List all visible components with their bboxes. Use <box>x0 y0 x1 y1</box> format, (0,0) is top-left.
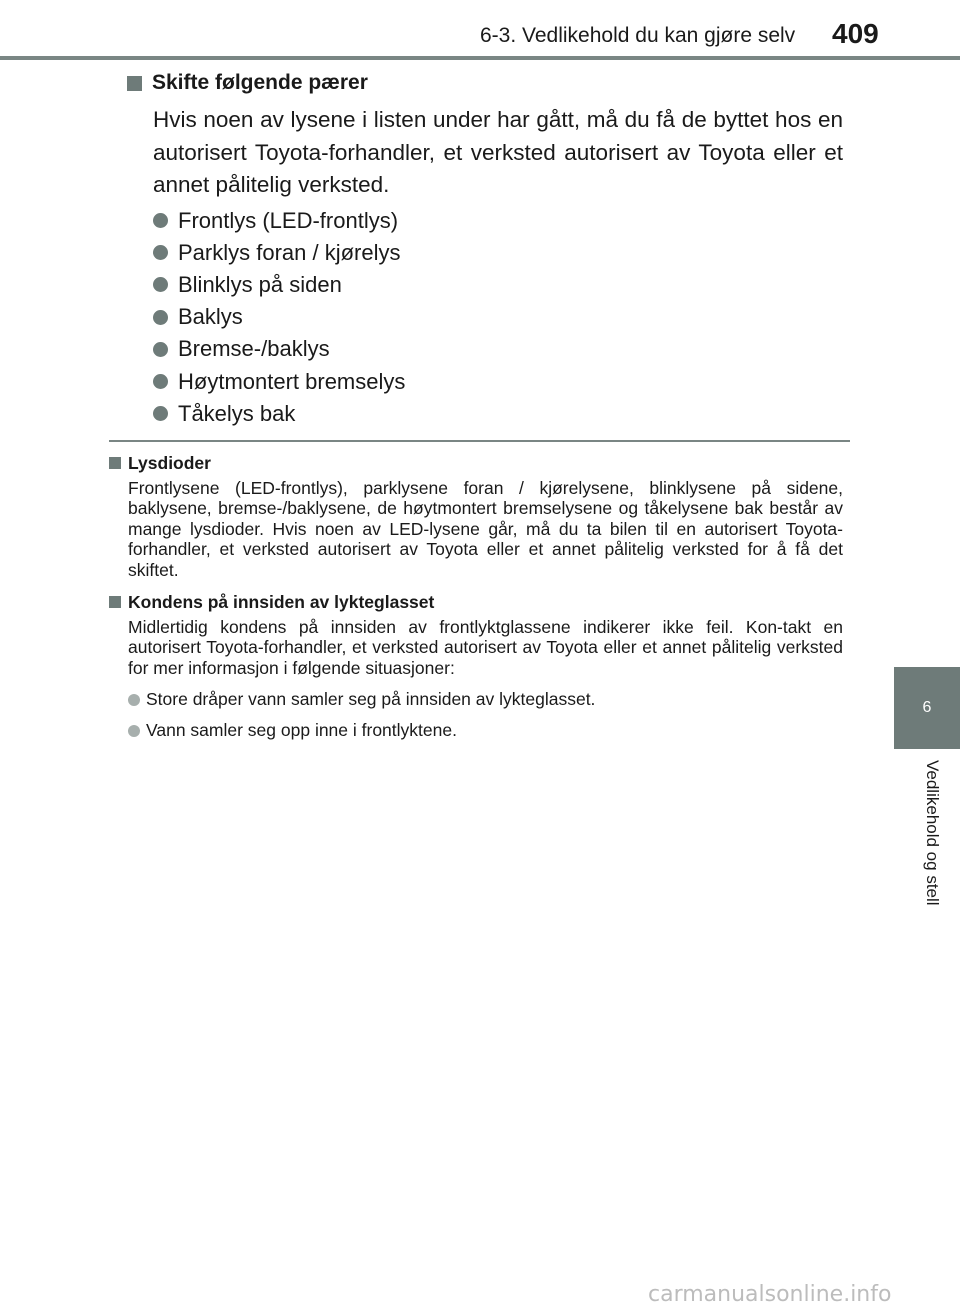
list-item <box>153 301 843 333</box>
main-section <box>127 68 843 430</box>
section-title: 6-3. Vedlikehold du kan gjøre selv <box>480 24 796 47</box>
list-item-text: Tåkelys bak <box>178 400 296 426</box>
watermark: carmanualsonline.info <box>648 1282 892 1307</box>
square-bullet-icon <box>109 596 121 608</box>
note-title: Lysdioder <box>128 452 211 473</box>
bulb-list <box>153 205 843 430</box>
intro-paragraph: Hvis noen av lysene i listen under har gått, må du få de byttet hos en autorisert Toyota-forhandler, et verksted autorisert av Toyota eller et annet pålitelig verksted. <box>153 107 843 197</box>
section-heading <box>127 68 843 98</box>
chapter-label: Vedlikehold og stell <box>923 760 942 906</box>
list-item-text: Frontlys (LED-frontlys) <box>178 207 399 233</box>
list-item <box>153 333 843 365</box>
square-bullet-icon <box>109 457 121 469</box>
circle-bullet-icon <box>153 213 168 228</box>
page-header <box>0 0 960 60</box>
circle-bullet-icon <box>153 245 168 260</box>
chapter-tab <box>894 667 960 749</box>
heading-text: Skifte følgende pærer <box>152 71 368 94</box>
circle-bullet-icon <box>153 406 168 421</box>
circle-bullet-icon <box>128 725 140 737</box>
list-item <box>153 205 843 237</box>
list-item <box>128 715 843 746</box>
note-text: Midlertidig kondens på innsiden av frontlyktglassene indikerer ikke feil. Kon-takt en autorisert Toyota-forhandler, et verksted autorisert av Toyota eller et annet pålitelig verksted for mer informasjon i følgende situasjoner: <box>128 617 843 678</box>
list-item-text: Parklys foran / kjørelys <box>178 239 401 265</box>
square-bullet-icon <box>127 76 142 91</box>
section-divider <box>109 440 850 442</box>
list-item <box>153 269 843 301</box>
list-item <box>128 684 843 715</box>
list-item-text: Store dråper vann samler seg på innsiden av lykteglasset. <box>146 689 596 710</box>
note-heading <box>109 452 843 474</box>
list-item-text: Høytmontert bremselys <box>178 368 406 394</box>
list-item-text: Bremse-/baklys <box>178 336 330 362</box>
note-condensation <box>109 591 843 746</box>
notes-section <box>109 452 843 757</box>
list-item-text: Vann samler seg opp inne i frontlyktene. <box>146 720 457 741</box>
circle-bullet-icon <box>128 694 140 706</box>
circle-bullet-icon <box>153 277 168 292</box>
note-led <box>109 452 843 580</box>
circle-bullet-icon <box>153 310 168 325</box>
list-item <box>153 365 843 397</box>
list-item-text: Baklys <box>178 304 243 330</box>
note-text: Frontlysene (LED-frontlys), parklysene foran / kjørelysene, blinklysene på sidene, baklysene, bremse-/baklysene, de høytmontert bremselysene og tåkelysene bak består av mange lysdioder. Hvis noen av LED-lysene går, må du ta bilen til en autorisert Toyota-forhandler, et verksted autorisert av Toyota eller et annet pålitelig verksted for å få det skiftet. <box>128 478 843 580</box>
note-heading <box>109 591 843 613</box>
circle-bullet-icon <box>153 374 168 389</box>
list-item <box>153 398 843 430</box>
header-rule <box>0 56 960 60</box>
note-bullet-list <box>128 684 843 746</box>
list-item <box>153 237 843 269</box>
page-number: 409 <box>832 18 879 49</box>
circle-bullet-icon <box>153 342 168 357</box>
list-item-text: Blinklys på siden <box>178 271 342 297</box>
note-title: Kondens på innsiden av lykteglasset <box>128 591 435 612</box>
chapter-number: 6 <box>922 699 932 716</box>
